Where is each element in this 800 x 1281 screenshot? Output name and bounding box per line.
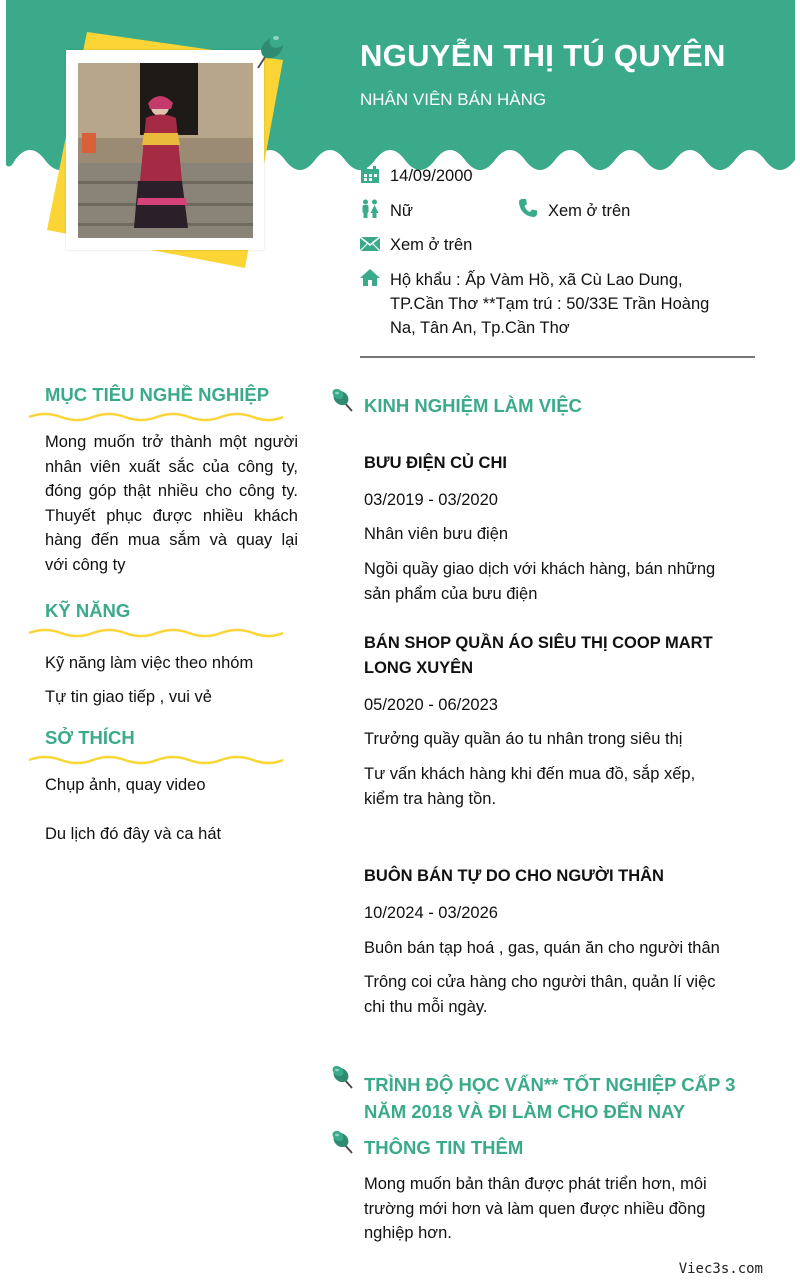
objective-line: Mong muốn trở thành một người [45, 433, 298, 451]
hobbies-title: SỞ THÍCH [45, 727, 135, 748]
section-wave-divider [29, 753, 283, 767]
job-description-line: Trông coi cửa hàng cho người thân, quản lí việc [364, 973, 716, 991]
job-role: Nhân viên bưu điện [364, 525, 509, 543]
birthday-text: 14/09/2000 [390, 167, 473, 185]
education-title [364, 1071, 735, 1125]
extra-info-line: trường mới hơn và làm quen được nhiều đồng [364, 1199, 706, 1218]
calendar-icon [360, 165, 380, 185]
skill-item: Tự tin giao tiếp , vui vẻ [45, 688, 212, 706]
gender-text: Nữ [390, 202, 413, 220]
address-line: TP.Cần Thơ **Tạm trú : 50/33E Trần Hoàng [390, 295, 710, 313]
skills-title: KỸ NĂNG [45, 600, 131, 621]
job-description-line: Ngồi quầy giao dịch với khách hàng, bán những [364, 560, 716, 578]
experience-title: KINH NGHIỆM LÀM VIỆC [364, 395, 582, 416]
section-wave-divider [29, 626, 283, 640]
address-text [390, 268, 709, 340]
home-icon [360, 268, 380, 288]
job-role: Buôn bán tạp hoá , gas, quán ăn cho người thân [364, 939, 720, 957]
profile-photo [78, 63, 253, 238]
extra-info-title: THÔNG TIN THÊM [364, 1137, 524, 1158]
job-company-line: LONG XUYÊN [364, 659, 474, 677]
job-company: BƯU ĐIỆN CỦ CHI [364, 454, 507, 472]
job-description [364, 762, 744, 811]
objective-line: Thuyết phục được nhiều khách [45, 506, 298, 525]
extra-info-text [364, 1172, 744, 1246]
education-title-line: TRÌNH ĐỘ HỌC VẤN** TỐT NGHIỆP CẤP 3 [364, 1074, 736, 1095]
candidate-name: NGUYỄN THỊ TÚ QUYÊN [360, 38, 726, 73]
job-description-line: kiểm tra hàng tồn. [364, 789, 497, 808]
pushpin-icon [250, 26, 290, 72]
hobby-item: Du lịch đó đây và ca hát [45, 825, 222, 843]
email-text: Xem ở trên [390, 236, 473, 254]
footer-brand[interactable]: Viec3s.com [678, 1261, 763, 1277]
phone-icon [518, 198, 538, 218]
skill-item: Kỹ năng làm việc theo nhóm [45, 654, 254, 672]
job-description-line: sản phẩm của bưu điện [364, 584, 538, 603]
gender-icon [360, 199, 380, 219]
address-line: Na, Tân An, Tp.Cần Thơ [390, 319, 570, 337]
pushpin-icon [330, 1064, 356, 1090]
objective-line: hàng đến mua sắm và quay lại [45, 531, 298, 549]
education-title-line: NĂM 2018 VÀ ĐI LÀM CHO ĐẾN NAY [364, 1101, 686, 1122]
objective-line: nhân viên xuất sắc của công ty, [45, 457, 298, 476]
job-description [364, 557, 744, 606]
extra-info-line: Mong muốn bản thân được phát triển hơn, môi [364, 1175, 707, 1193]
objective-text [45, 430, 298, 577]
job-description-line: chi thu mỗi ngày. [364, 997, 488, 1016]
job-period: 05/2020 - 06/2023 [364, 696, 498, 714]
hobby-item: Chụp ảnh, quay video [45, 776, 206, 794]
pushpin-icon [330, 387, 356, 413]
objective-line: với công ty [45, 555, 126, 574]
address-line: Hộ khẩu : Ấp Vàm Hồ, xã Cù Lao Dung, [390, 271, 683, 289]
objective-line: đóng góp thật nhiều cho công ty. [45, 482, 298, 500]
job-description [364, 970, 744, 1019]
job-period: 03/2019 - 03/2020 [364, 491, 498, 509]
job-company: BUÔN BÁN TỰ DO CHO NGƯỜI THÂN [364, 867, 664, 885]
job-company [364, 631, 713, 681]
phone-text: Xem ở trên [548, 202, 631, 220]
email-icon [360, 234, 380, 254]
section-wave-divider [29, 410, 283, 424]
objective-title: MỤC TIÊU NGHỀ NGHIỆP [45, 384, 270, 405]
header-divider [360, 356, 755, 358]
extra-info-line: nghiệp hơn. [364, 1224, 452, 1242]
job-description-line: Tư vấn khách hàng khi đến mua đồ, sắp xếp, [364, 765, 696, 783]
job-role: Trưởng quầy quần áo tu nhân trong siêu thị [364, 730, 683, 748]
job-period: 10/2024 - 03/2026 [364, 904, 498, 922]
job-company-line: BÁN SHOP QUẦN ÁO SIÊU THỊ COOP MART [364, 634, 713, 652]
job-title: NHÂN VIÊN BÁN HÀNG [360, 90, 547, 109]
pushpin-icon [330, 1129, 356, 1155]
